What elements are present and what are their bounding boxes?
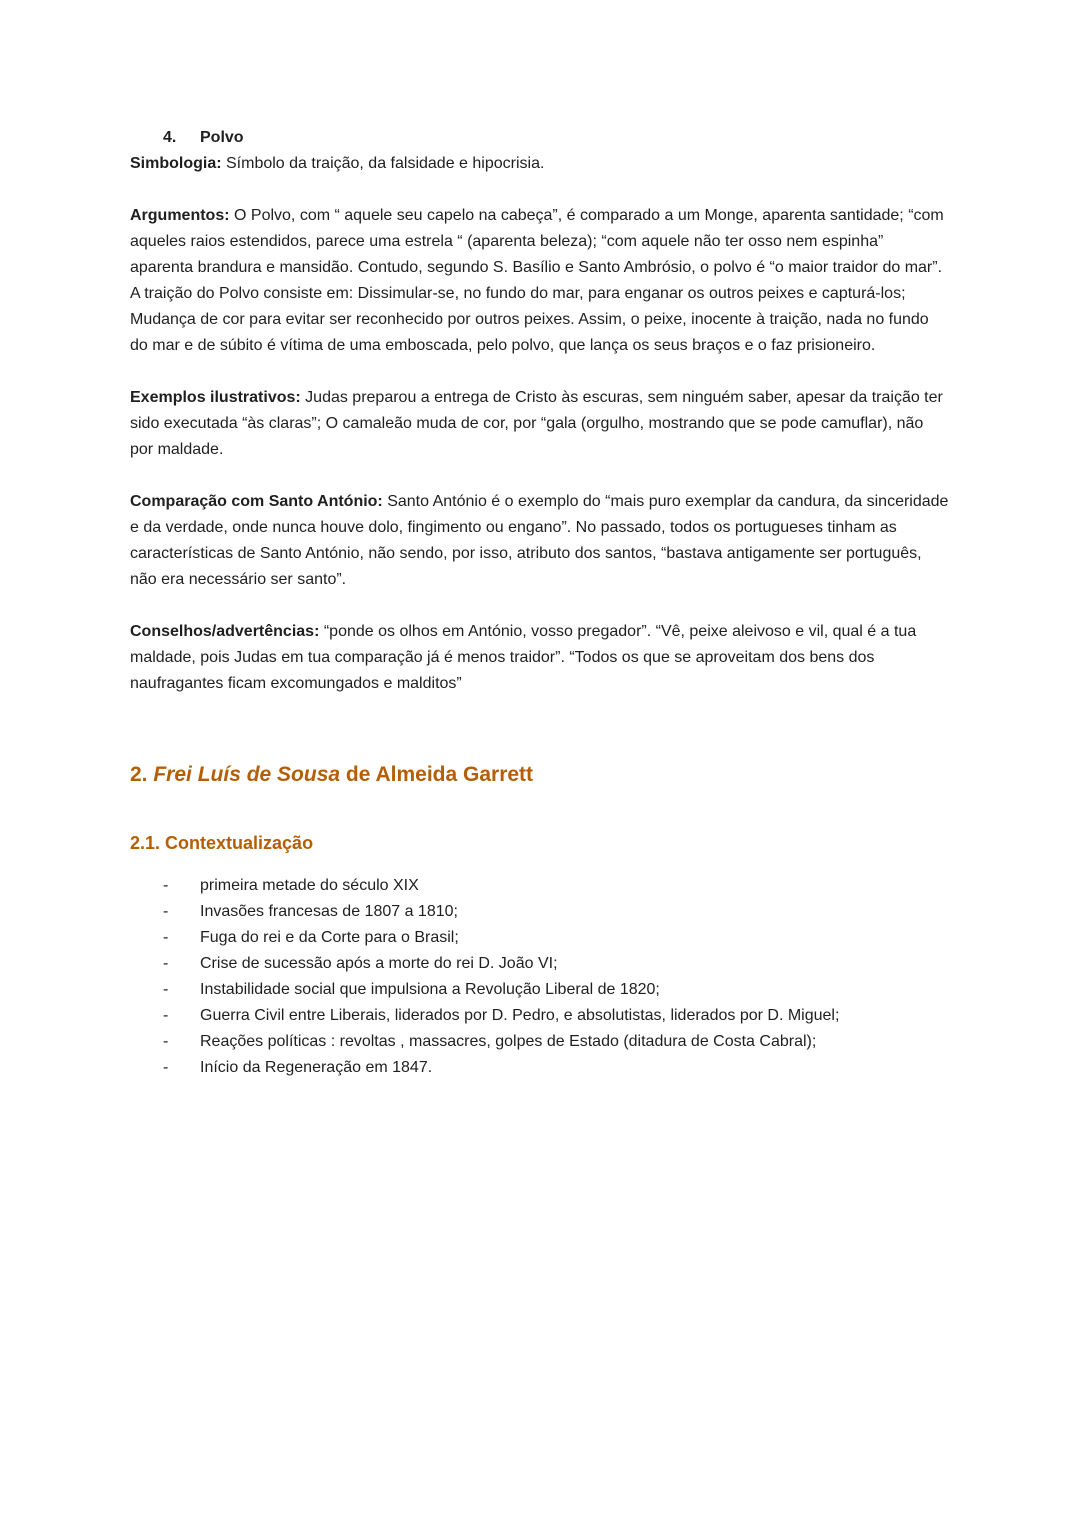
list-item: - Instabilidade social que impulsiona a Revolução Liberal de 1820; [163,977,950,1003]
list-item: - Fuga do rei e da Corte para o Brasil; [163,925,950,951]
list-item: - Guerra Civil entre Liberais, liderados por D. Pedro, e absolutistas, liderados por D. Miguel; [163,1003,950,1029]
section-2-author: de Almeida Garrett [340,763,534,786]
contextualizacao-list [130,873,950,1081]
paragraph-conselhos [130,619,950,697]
paragraph-comparacao [130,489,950,593]
paragraph-argumentos [130,203,950,359]
section-2-heading [130,761,950,789]
section-4-title: Polvo [200,129,244,146]
section-2-number: 2. [130,763,154,786]
subsection-2-1-heading: 2.1. Contextualização [130,833,314,853]
paragraph-exemplos [130,385,950,463]
list-item: - primeira metade do século XIX [163,873,950,899]
list-item: - Crise de sucessão após a morte do rei D. João VI; [163,951,950,977]
text-conselhos: “ponde os olhos em António, vosso pregador”. “Vê, peixe aleivoso e vil, qual é a tua maldade, pois Judas em tua comparação já é menos traidor”. “Todos os que se aproveitam dos bens dos naufragantes ficam excomungados e malditos” [130,623,917,692]
paragraph-simbologia [130,151,950,177]
label-conselhos: Conselhos/advertências: [130,623,320,640]
label-argumentos: Argumentos: [130,207,230,224]
text-simbologia: Símbolo da traição, da falsidade e hipocrisia. [221,155,545,172]
section-2-work-title: Frei Luís de Sousa [153,763,341,786]
section-4-heading [130,125,950,151]
list-item: - Início da Regeneração em 1847. [163,1055,950,1081]
text-exemplos: Judas preparou a entrega de Cristo às escuras, sem ninguém saber, apesar da traição ter sido executada “às claras”; O camaleão muda de cor, por “gala (orgulho, mostrando que se pode camuflar), não por maldade. [130,389,943,458]
label-exemplos: Exemplos ilustrativos: [130,389,301,406]
text-comparacao: Santo António é o exemplo do “mais puro exemplar da candura, da sinceridade e da verdade, onde nunca houve dolo, fingimento ou engano”. No passado, todos os portugueses tinham as características de Santo António, não sendo, por isso, atributo dos santos, “bastava antigamente ser português, não era necessário ser santo”. [130,493,949,588]
section-4-number: 4. [163,129,177,146]
label-comparacao: Comparação com Santo António: [130,493,383,510]
list-item: - Invasões francesas de 1807 a 1810; [163,899,950,925]
list-item: - Reações políticas : revoltas , massacres, golpes de Estado (ditadura de Costa Cabral); [163,1029,950,1055]
text-argumentos: O Polvo, com “ aquele seu capelo na cabeça”, é comparado a um Monge, aparenta santidade; “com aqueles raios estendidos, parece uma estrela “ (aparenta beleza); “com aquele não ter osso nem espinha” aparenta brandura e mansidão. Contudo, segundo S. Basílio e Santo Ambrósio, o polvo é “o maior traidor do mar”. A traição do Polvo consiste em: Dissimular-se, no fundo do mar, para enganar os outros peixes e capturá-los; Mudança de cor para evitar ser reconhecido por outros peixes. Assim, o peixe, inocente à traição, nada no fundo do mar e de súbito é vítima de uma emboscada, pelo polvo, que lança os seus braços e o faz prisioneiro. [130,207,944,354]
label-simbologia: Simbologia: [130,155,222,172]
